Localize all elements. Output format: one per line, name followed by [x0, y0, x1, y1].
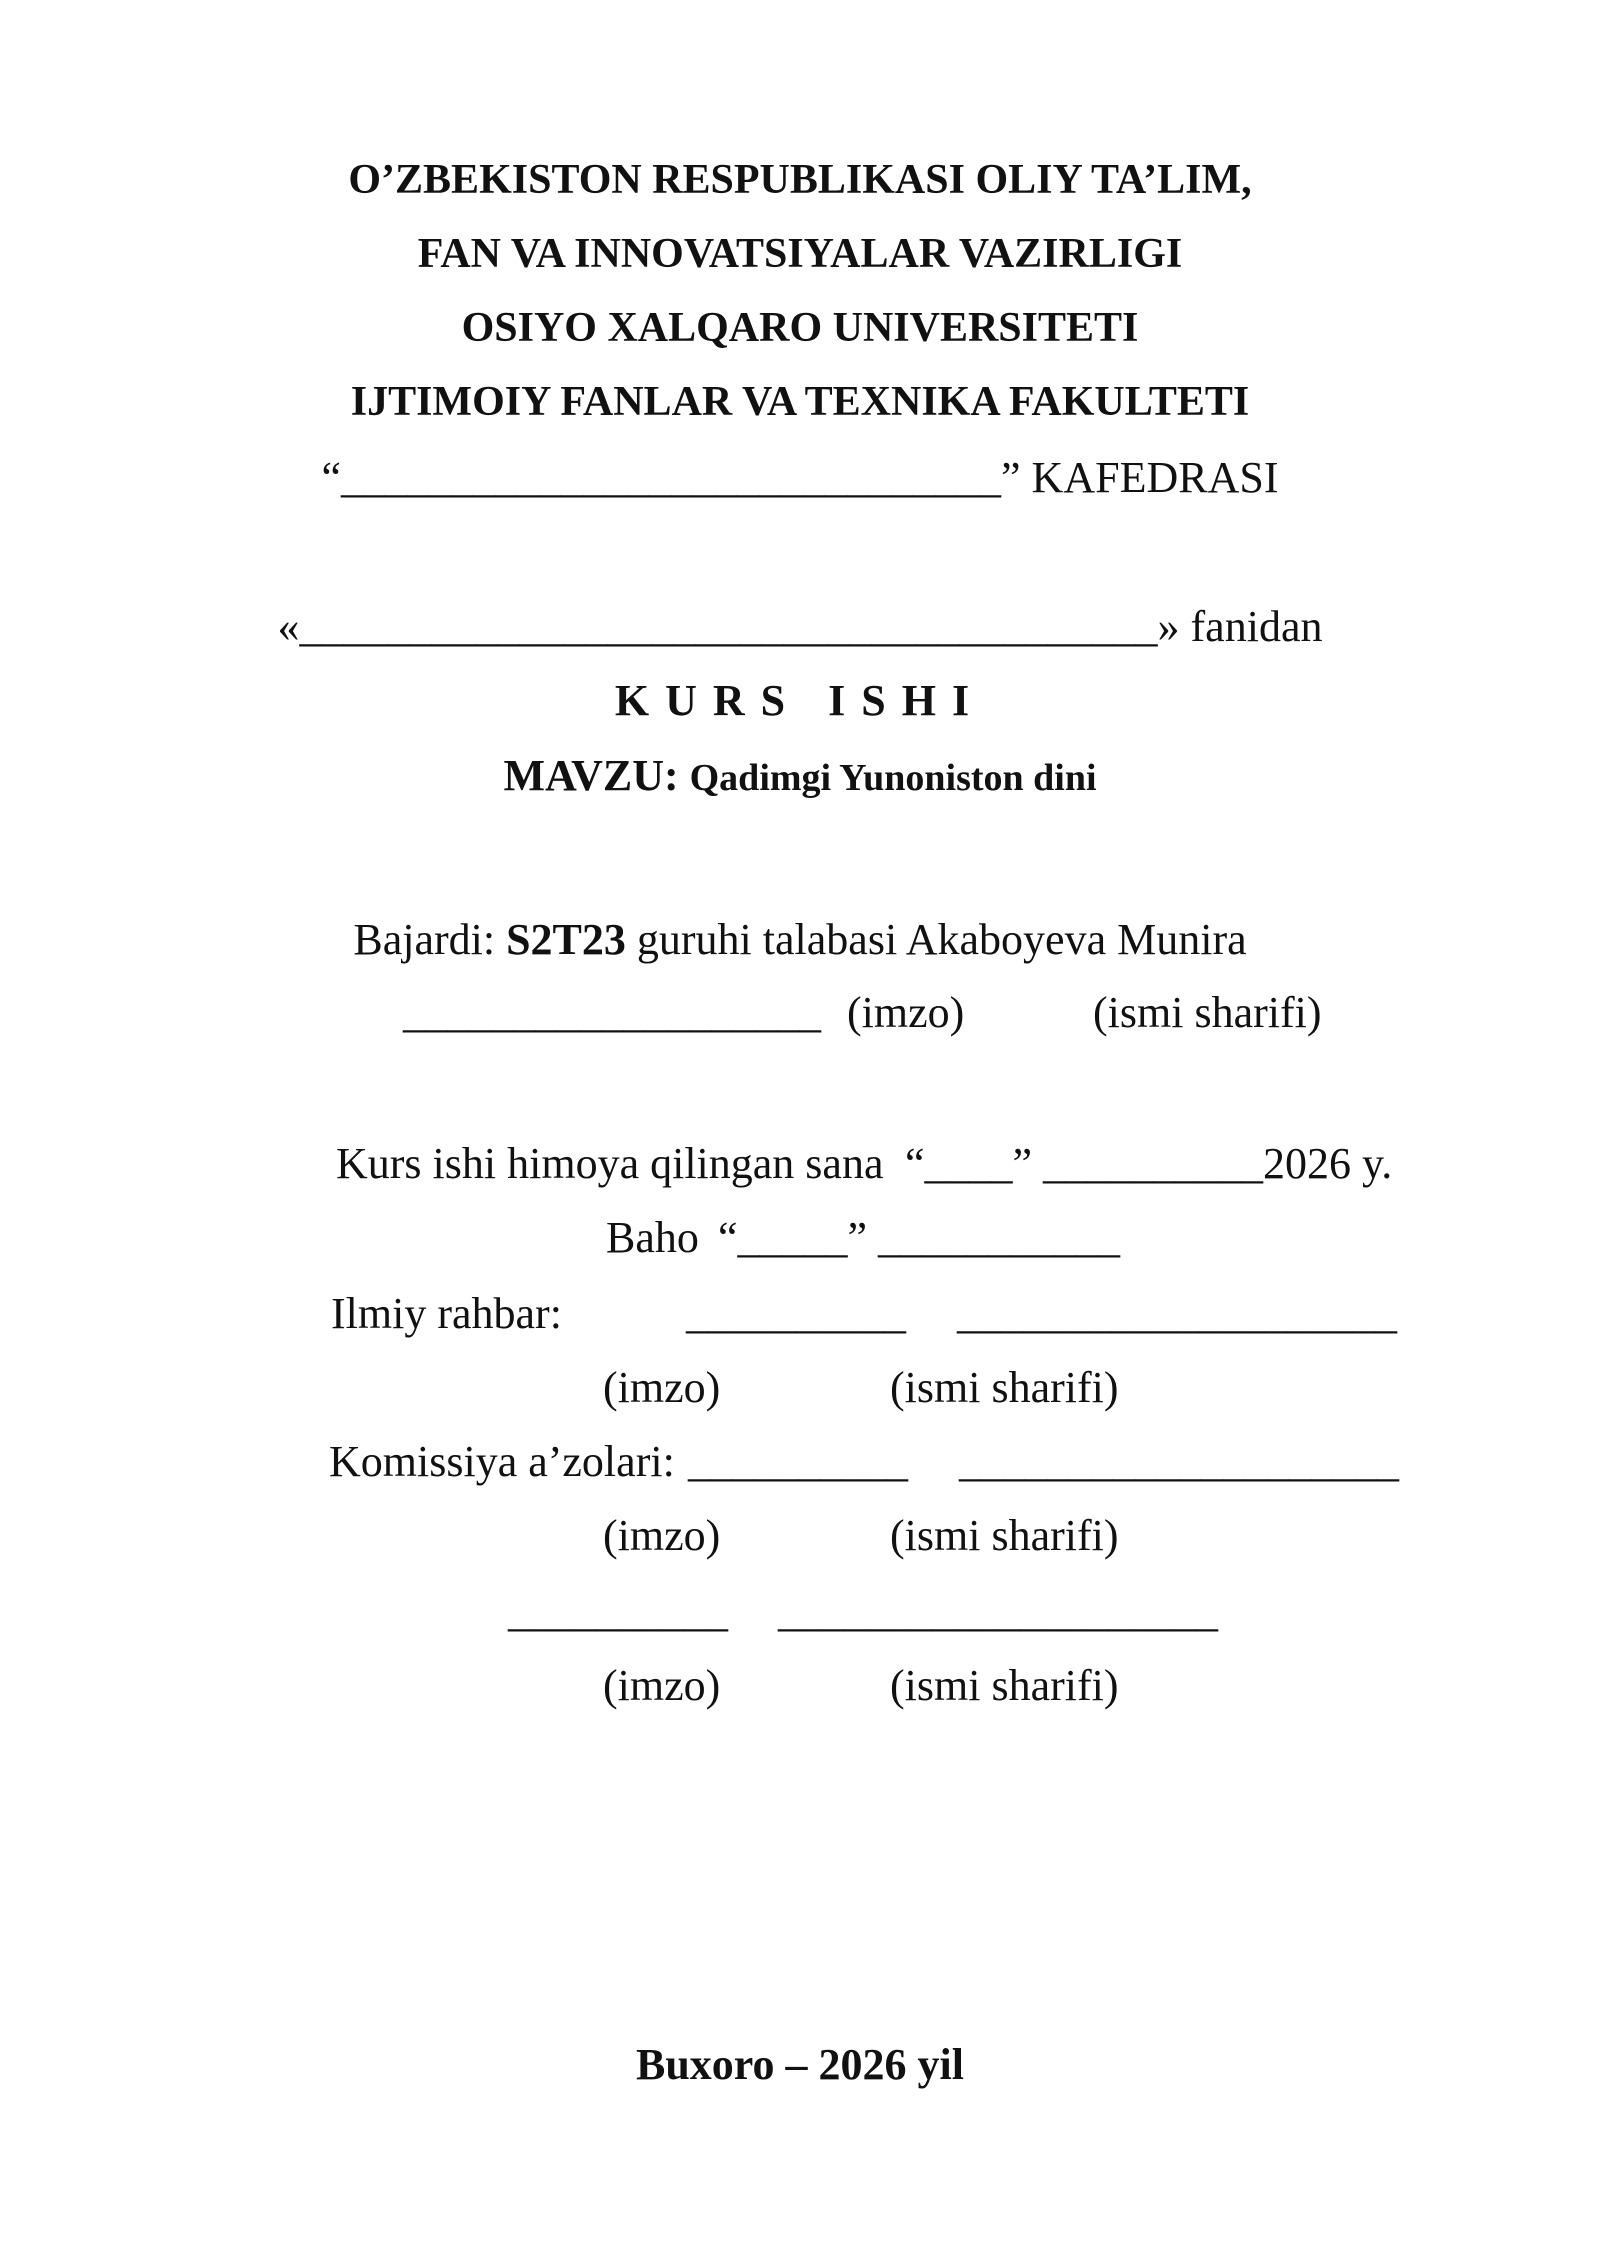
department-line: “______________________________” KAFEDRASI [321, 453, 1279, 502]
defense-date-value: “____” __________2026 y. [905, 1139, 1393, 1188]
supervisor-name-caption: (ismi sharifi) [890, 1363, 1119, 1412]
group-code: S2T23 [506, 915, 626, 964]
grade-label: Baho [606, 1213, 699, 1262]
work-type-title: KURS ISHI [614, 676, 986, 725]
commission-sign-caption-2: (imzo) [603, 1661, 721, 1710]
performer-name-label: (ismi sharifi) [1093, 988, 1322, 1037]
commission-name-caption-2: (ismi sharifi) [890, 1661, 1119, 1710]
performer-line [0, 915, 1600, 964]
performer-prefix: Bajardi: [353, 915, 507, 964]
supervisor-label: Ilmiy rahbar: [331, 1289, 562, 1338]
commission-name-caption: (ismi sharifi) [890, 1511, 1119, 1560]
supervisor-name-blank: ____________________ [957, 1289, 1397, 1338]
supervisor-sign-caption: (imzo) [603, 1363, 721, 1412]
commission-sign-blank-2: __________ [508, 1587, 728, 1636]
subject-line: «_______________________________________» fanidan [277, 602, 1323, 651]
grade-value: “_____” ___________ [718, 1213, 1121, 1262]
commission-sign-blank: __________ [688, 1437, 908, 1486]
university-name: OSIYO XALQARO UNIVERSITETI [461, 305, 1139, 351]
performer-sign-label: (imzo) [847, 988, 965, 1037]
ministry-line-1: O’ZBEKISTON RESPUBLIKASI OLIY TA’LIM, [348, 157, 1252, 203]
faculty-name: IJTIMOIY FANLAR VA TEXNIKA FAKULTETI [350, 379, 1250, 425]
commission-sign-caption: (imzo) [603, 1511, 721, 1560]
topic-value: Qadimgi Yunoniston dini [689, 757, 1097, 799]
commission-name-blank-2: ____________________ [778, 1587, 1218, 1636]
supervisor-sign-blank: __________ [686, 1289, 906, 1338]
performer-suffix: guruhi talabasi Akaboyeva Munira [625, 915, 1247, 964]
topic-label: MAVZU: [503, 751, 679, 800]
ministry-line-2: FAN VA INNOVATSIYALAR VAZIRLIGI [417, 231, 1183, 277]
topic-line [0, 751, 1600, 800]
commission-label: Komissiya a’zolari: [329, 1437, 675, 1486]
performer-sign-blank: ___________________ [403, 988, 821, 1037]
city-year-footer: Buxoro – 2026 yil [635, 2040, 964, 2089]
defense-date-label: Kurs ishi himoya qilingan sana [336, 1139, 884, 1188]
commission-name-blank: ____________________ [959, 1437, 1399, 1486]
